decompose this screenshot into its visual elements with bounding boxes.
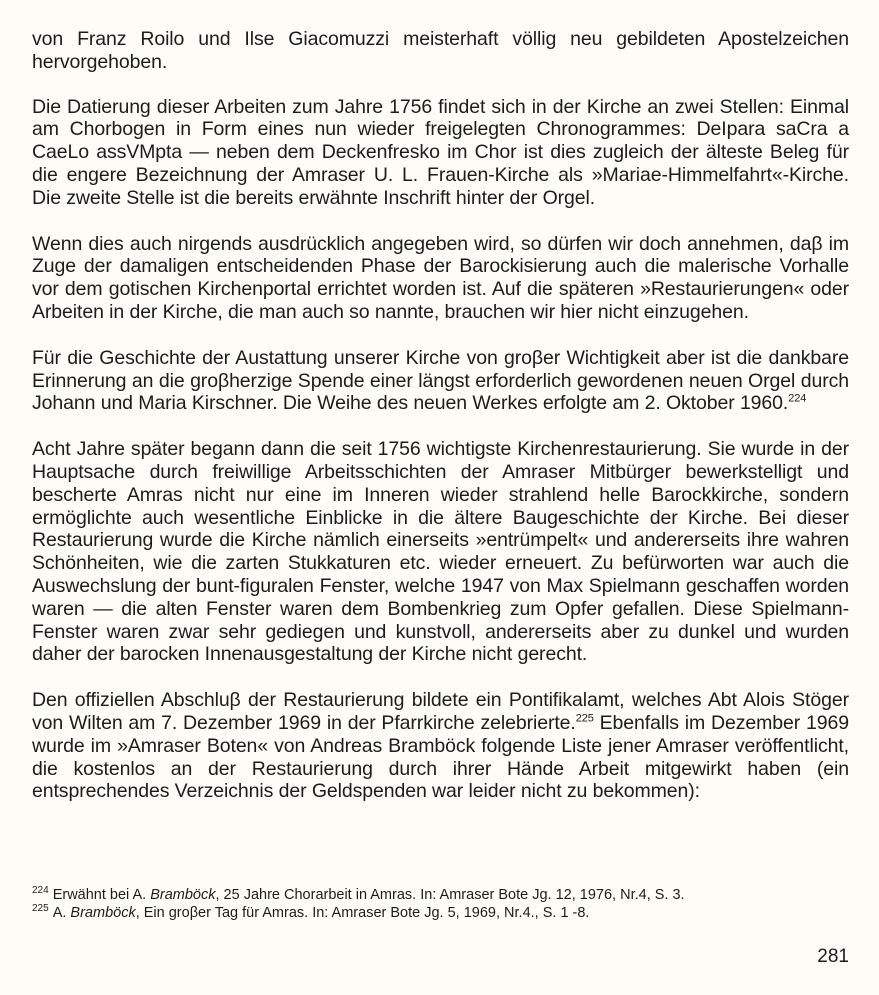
page-number: 281 [817,946,849,967]
footnote-text-pre: A. [52,905,71,921]
paragraph-1: von Franz Roilo und Ilse Giacomuzzi meisterhaft völlig neu gebildeten Apostelzeichen hervorgehoben. [32,28,849,73]
footnote-number: 224 [32,885,49,897]
footnote-ref-225[interactable]: 225 [575,712,594,725]
paragraph-5: Acht Jahre später begann dann die seit 1756 wichtigste Kirchenrestaurierung. Sie wurde in der Hauptsache durch freiwillige Arbeitsschichten der Amraser Mitbürger bewerkstelligt und bescherte Amras nicht nur eine im Inneren wieder strahlend helle Barockkirche, sondern ermöglichte auch wesentliche Einblicke in die ältere Baugeschichte der Kirche. Bei dieser Restaurierung wurde die Kirche nämlich einerseits »entrümpelt« und andererseits ihre wahren Schönheiten, wie die zarten Stukkaturen etc. wieder erneuert. Zu befürworten war auch die Auswechslung der bunt-figuralen Fenster, welche 1947 von Max Spielmann geschaffen worden waren — die alten Fenster waren dem Bombenkrieg zum Opfer gefallen. Diese Spielmann-Fenster waren zwar sehr gediegen und kunstvoll, andererseits aber zu dunkel und wurden daher der barocken Innenausgestaltung der Kirche nicht gerecht. [32,438,849,666]
footnote-text-post: , 25 Jahre Chorarbeit in Amras. In: Amraser Bote Jg. 12, 1976, Nr.4, S. 3. [215,887,685,903]
footnote-number: 225 [32,903,49,915]
footnote-author: Bramböck [70,905,136,921]
paragraph-4-text: Für die Geschichte der Austattung unserer Kirche von groβer Wichtigkeit aber ist die dankbare Erinnerung an die groβherzige Spende einer längst erforderlich gewordenen neuen Orgel durch Johann und Maria Kirschner. Die Weihe des neuen Werkes erfolgte am 2. Oktober 1960. [32,346,849,415]
footnotes [32,886,852,922]
paragraph-6-text-b: Ebenfalls im Dezember 1969 wurde im »Amraser Boten« von Andreas Bramböck folgende Liste jener Amraser veröffentlicht, die kostenlos an der Restaurierung durch ihrer Hände Arbeit mitgewirkt haben (ein entsprechendes Verzeichnis der Geldspenden war leider nicht zu bekommen): [32,711,849,803]
footnote-225 [32,904,852,922]
footnote-author: Bramböck [150,887,216,903]
footnote-224 [32,886,852,904]
paragraph-4 [32,347,849,415]
paragraph-6-text-a: Den offiziellen Abschluβ der Restaurierung bildete ein Pontifikalamt, welches Abt Alois Stöger von Wilten am 7. Dezember 1969 in der Pfarrkirche zelebrierte. [32,689,849,734]
paragraph-3: Wenn dies auch nirgends ausdrücklich angegeben wird, so dürfen wir doch annehmen, daβ im Zuge der damaligen entscheidenden Phase der Barockisierung auch die malerische Vorhalle vor dem gotischen Kirchenportal errichtet worden ist. Auf die späteren »Restaurierungen« oder Arbeiten in der Kirche, die man auch so nannte, brauchen wir hier nicht einzugehen. [32,232,849,323]
footnote-ref-224[interactable]: 224 [788,392,807,405]
footnote-text-post: , Ein groβer Tag für Amras. In: Amraser Bote Jg. 5, 1969, Nr.4., S. 1 -8. [135,905,590,921]
footnote-text-pre: Erwähnt bei A. [52,887,151,903]
paragraph-2: Die Datierung dieser Arbeiten zum Jahre 1756 findet sich in der Kirche an zwei Stellen: Einmal am Chorbogen in Form eines nun wieder freigelegten Chronogrammes: DeIpara saCra a CaeLo assVMpta — neben dem Deckenfresko im Chor ist dies zugleich der älteste Beleg für die engere Bezeichnung der Amraser U. L. Frauen-Kirche als »Mariae-Himmelfahrt«-Kirche. Die zweite Stelle ist die bereits erwähnte Inschrift hinter der Orgel. [32,95,849,209]
paragraph-6 [32,689,849,803]
